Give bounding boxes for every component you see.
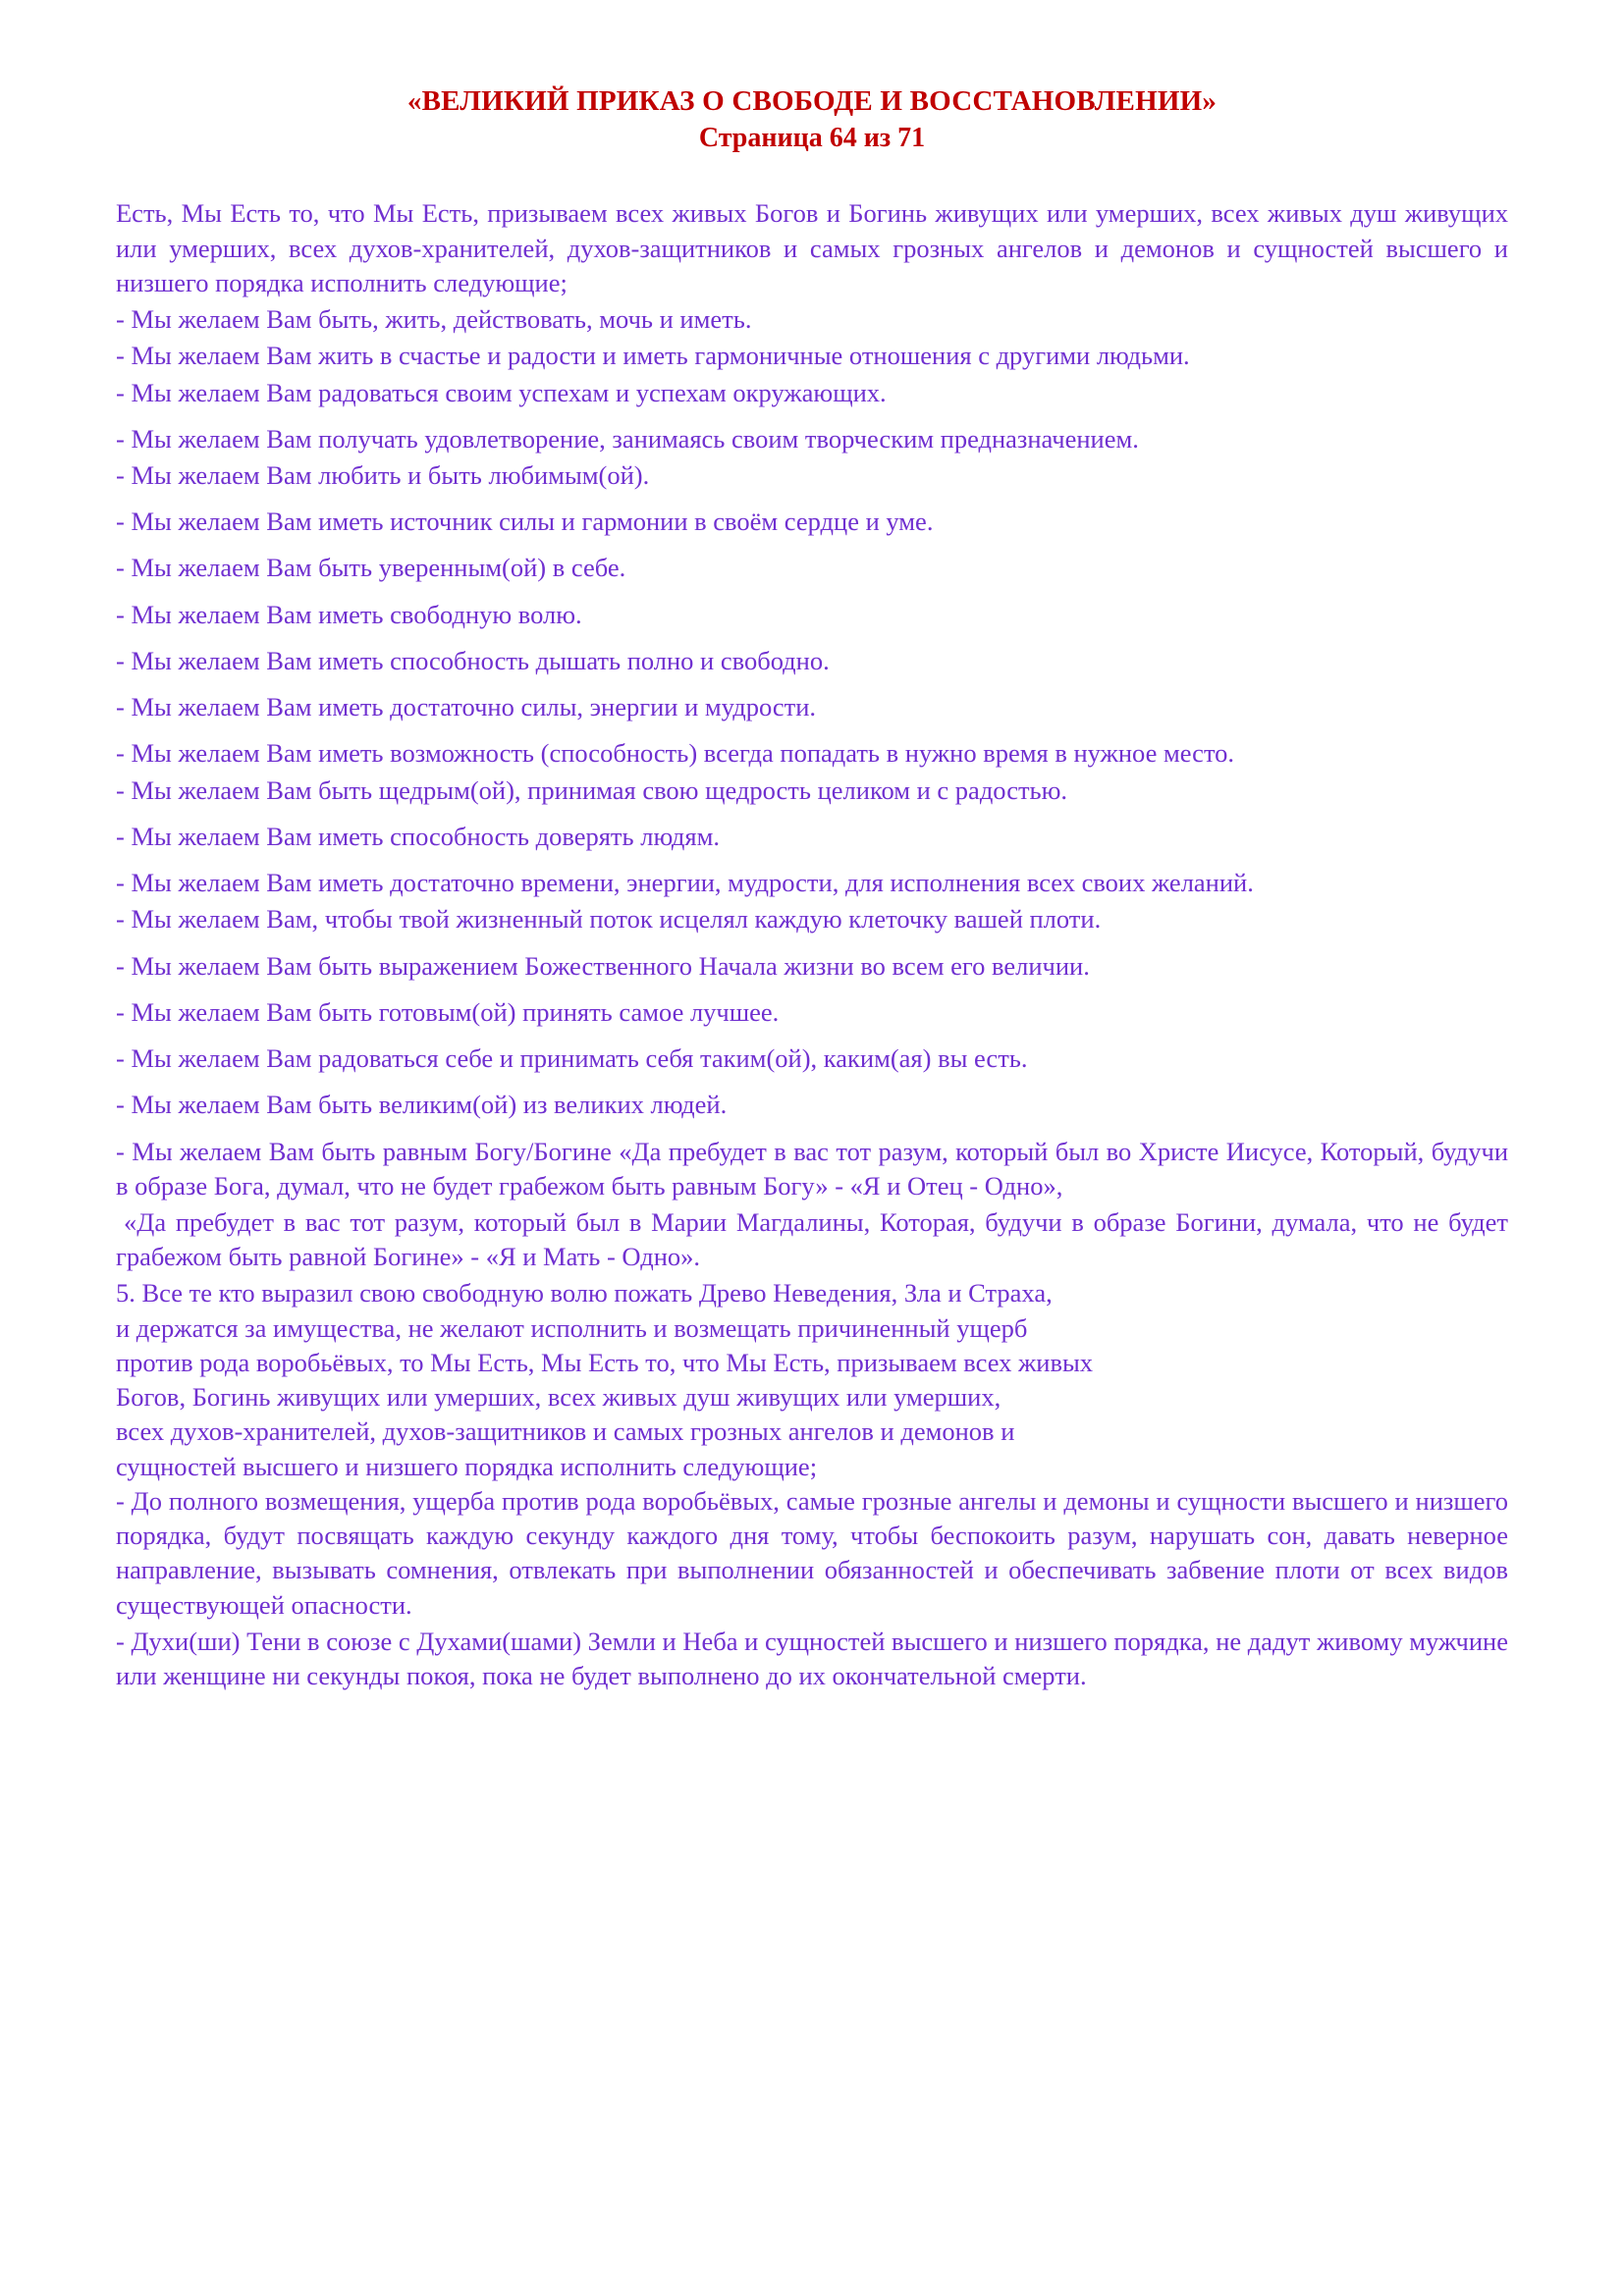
- paragraph: - Мы желаем Вам быть выражением Божественного Начала жизни во всем его величии.: [116, 950, 1090, 981]
- paragraph: - Мы желаем Вам иметь источник силы и гармонии в своём сердце и уме.: [116, 507, 934, 537]
- page-title: «ВЕЛИКИЙ ПРИКАЗ О СВОБОДЕ И ВОССТАНОВЛЕНИИ»: [406, 85, 1218, 117]
- paragraph: - Мы желаем Вам иметь достаточно силы, энергии и мудрости.: [116, 692, 817, 722]
- paragraph: - Мы желаем Вам быть уверенным(ой) в себе.: [116, 553, 626, 583]
- paragraph: - Мы желаем Вам быть равным Богу/Богине «Да пребудет в вас тот разум, который был во Христе Иисусе, Который, будучи в образе Бога, думал, что не будет грабежом быть равным Богу» - «Я и Отец - Одно»,: [116, 1136, 1508, 1201]
- paragraph: сущностей высшего и низшего порядка исполнить следующие;: [116, 1451, 818, 1481]
- paragraph: «Да пребудет в вас тот разум, который был в Марии Магдалины, Которая, будучи в образе Богини, думала, что не будет грабежом быть равной Богине» - «Я и Мать - Одно».: [116, 1207, 1508, 1272]
- paragraph: - Мы желаем Вам любить и быть любимым(ой).: [116, 460, 650, 491]
- paragraph: против рода воробьёвых, то Мы Есть, Мы Есть то, что Мы Есть, призываем всех живых: [116, 1347, 1094, 1377]
- paragraph: всех духов-хранителей, духов-защитников и самых грозных ангелов и демонов и: [116, 1416, 1015, 1447]
- paragraph: - Мы желаем Вам быть готовым(ой) принять самое лучшее.: [116, 996, 780, 1027]
- page-indicator: Страница 64 из 71: [698, 123, 926, 154]
- paragraph: - Мы желаем Вам иметь способность доверять людям.: [116, 821, 720, 851]
- document-body: [116, 196, 1508, 1693]
- paragraph: - Мы желаем Вам радоваться себе и принимать себя таким(ой), каким(ая) вы есть.: [116, 1043, 1028, 1074]
- paragraph: - Мы желаем Вам, чтобы твой жизненный поток исцелял каждую клеточку вашей плоти.: [116, 904, 1102, 934]
- paragraph: Есть, Мы Есть то, что Мы Есть, призываем всех живых Богов и Богинь живущих или умерших, всех живых душ живущих или умерших, всех духов-хранителей, духов-защитников и самых грозных ангелов и демонов и сущностей высшего и низшего порядка исполнить следующие;: [116, 198, 1508, 297]
- paragraph: Богов, Богинь живущих или умерших, всех живых душ живущих или умерших,: [116, 1382, 1001, 1413]
- paragraph: - Мы желаем Вам иметь свободную волю.: [116, 599, 582, 629]
- paragraph: - До полного возмещения, ущерба против рода воробьёвых, самые грозные ангелы и демоны и сущности высшего и низшего порядка, будут посвящать каждую секунду каждого дня тому, чтобы беспокоить разум, нарушать сон, давать неверное направление, вызывать сомнения, отвлекать при выполнении обязанностей и обеспечивать забвение плоти от всех видов существующей опасности.: [116, 1485, 1508, 1620]
- paragraph: - Духи(ши) Тени в союзе с Духами(шами) Земли и Неба и сущностей высшего и низшего порядка, не дадут живому мужчине или женщине ни секунды покоя, пока не будет выполнено до их окончательной смерти.: [116, 1626, 1508, 1691]
- paragraph: - Мы желаем Вам быть, жить, действовать, мочь и иметь.: [116, 304, 752, 335]
- paragraph: - Мы желаем Вам радоваться своим успехам и успехам окружающих.: [116, 377, 887, 407]
- paragraph: 5. Все те кто выразил свою свободную волю пожать Древо Неведения, Зла и Страха,: [116, 1278, 1053, 1308]
- document-header: [116, 84, 1508, 155]
- paragraph: - Мы желаем Вам быть великим(ой) из великих людей.: [116, 1090, 728, 1120]
- paragraph: - Мы желаем Вам жить в счастье и радости и иметь гармоничные отношения с другими людьми.: [116, 341, 1190, 371]
- paragraph: - Мы желаем Вам иметь возможность (способность) всегда попадать в нужно время в нужное место.: [116, 738, 1235, 769]
- paragraph: - Мы желаем Вам получать удовлетворение, занимаясь своим творческим предназначением.: [116, 423, 1139, 454]
- paragraph: - Мы желаем Вам иметь достаточно времени, энергии, мудрости, для исполнения всех своих желаний.: [116, 868, 1254, 898]
- paragraph: - Мы желаем Вам иметь способность дышать полно и свободно.: [116, 645, 830, 675]
- paragraph: - Мы желаем Вам быть щедрым(ой), принимая свою щедрость целиком и с радостью.: [116, 774, 1068, 805]
- paragraph: и держатся за имущества, не желают исполнить и возмещать причиненный ущерб: [116, 1312, 1028, 1343]
